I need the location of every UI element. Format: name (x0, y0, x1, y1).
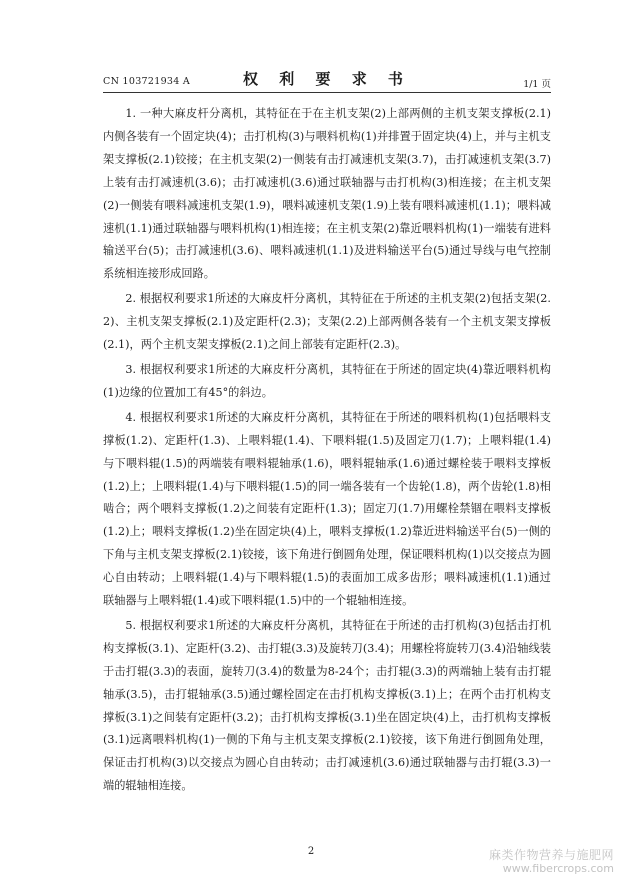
page-indicator: 1/1 页 (523, 79, 551, 90)
claim-5: 5. 根据权利要求1所述的大麻皮杆分离机，其特征在于所述的击打机构(3)包括击打机构支撑板(3.1)、定距杆(3.2)、击打辊(3.3)及旋转刀(3.4)；用螺栓将旋转刀(3.4)沿轴线装于击打辊(3.3)的表面，旋转刀(3.4)的数量为8-24个；击打辊(3.3)的两端轴上装有击打辊轴承(3.5)，击打辊轴承(3.5)通过螺栓固定在击打机构支撑板(3.1)上；在两个击打机构支撑板(3.1)之间装有定距杆(3.2)；击打机构支撑板(3.1)坐在固定块(4)上，击打机构支撑板(3.1)远离喂料机构(1)一侧的下角与主机支架支撑板(2.1)铰接，该下角进行倒圆角处理，保证击打机构(3)以交接点为圆心自由转动；击打减速机(3.6)通过联轴器与击打辊(3.3)一端的辊轴相连接。 (103, 618, 551, 793)
claim-4: 4. 根据权利要求1所述的大麻皮杆分离机，其特征在于所述的喂料机构(1)包括喂料支撑板(1.2)、定距杆(1.3)、上喂料辊(1.4)、下喂料辊(1.5)及固定刀(1.7)；上喂料辊(1.4)与下喂料辊(1.5)的两端装有喂料辊轴承(1.6)，喂料辊轴承(1.6)通过螺栓装于喂料支撑板(1.2)上；上喂料辊(1.4)与下喂料辊(1.5)的同一端各装有一个齿轮(1.8)，两个齿轮(1.8)相啮合；两个喂料支撑板(1.2)之间装有定距杆(1.3)；固定刀(1.7)用螺栓禁锢在喂料支撑板(1.2)上；喂料支撑板(1.2)坐在固定块(4)上，喂料支撑板(1.2)靠近进料输送平台(5)一侧的下角与主机支架支撑板(2.1)铰接，该下角进行倒圆角处理，保证喂料机构(1)以交接点为圆心自由转动；上喂料辊(1.4)与下喂料辊(1.5)的表面加工成多齿形；喂料减速机(1.1)通过联轴器与上喂料辊(1.4)或下喂料辊(1.5)中的一个辊轴相连接。 (103, 410, 551, 608)
watermark (489, 848, 614, 876)
claim-3: 3. 根据权利要求1所述的大麻皮杆分离机，其特征在于所述的固定块(4)靠近喂料机构(1)边缘的位置加工有45°的斜边。 (103, 362, 551, 399)
claim-1: 1. 一种大麻皮杆分离机，其特征在于在主机支架(2)上部两侧的主机支架支撑板(2.1)内侧各装有一个固定块(4)；击打机构(3)与喂料机构(1)并排置于固定块(4)上，并与主机支架支撑板(2.1)铰接；在主机支架(2)一侧装有击打减速机支架(3.7)，击打减速机支架(3.7)上装有击打减速机(3.6)；击打减速机(3.6)通过联轴器与击打机构(3)相连接；在主机支架(2)一侧装有喂料减速机支架(1.9)，喂料减速机支架(1.9)上装有喂料减速机(1.1)；喂料减速机(1.1)通过联轴器与喂料机构(1)相连接；在主机支架(2)靠近喂料机构(1)一端装有进料输送平台(5)；击打减速机(3.6)、喂料减速机(1.1)及进料输送平台(5)通过导线与电气控制系统相连接形成回路。 (103, 107, 551, 281)
claims-body (103, 103, 551, 800)
document-title: 权 利 要 求 书 (243, 70, 411, 88)
watermark-url: www.fibercrops.com (502, 862, 614, 875)
publication-number: CN 103721934 A (103, 76, 191, 87)
claim-2: 2. 根据权利要求1所述的大麻皮杆分离机，其特征在于所述的主机支架(2)包括支架(2.2)、主机支架支撑板(2.1)及定距杆(2.3)；支架(2.2)上部两侧各装有一个主机支架支撑板(2.1)，两个主机支架支撑板(2.1)之间上部装有定距杆(2.3)。 (103, 292, 551, 352)
page-number: 2 (307, 846, 315, 857)
watermark-site-name: 麻类作物营养与施肥网 (488, 848, 614, 862)
document-header (103, 68, 551, 90)
header-divider (103, 92, 551, 93)
